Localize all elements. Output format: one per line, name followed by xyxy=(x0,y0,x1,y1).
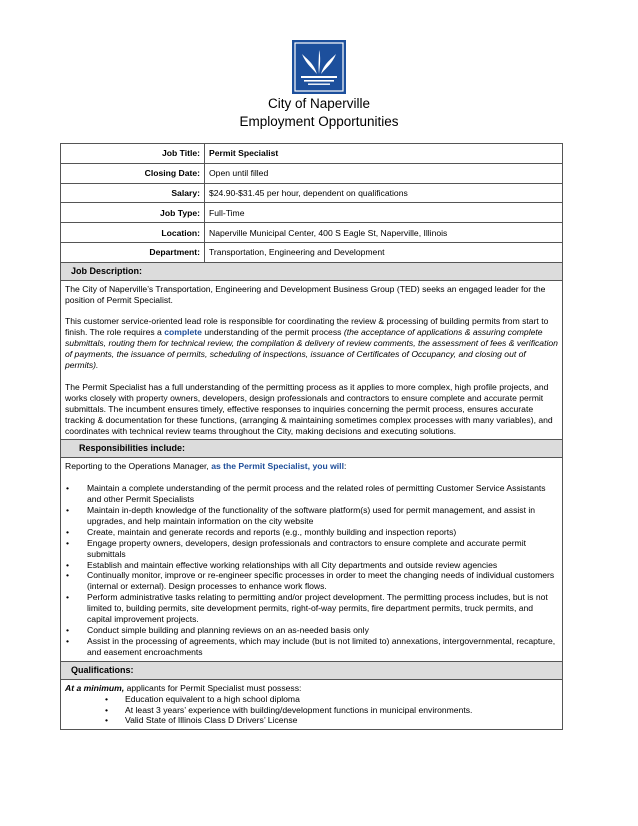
list-item: • Conduct simple building and planning reviews on an as-needed basis only xyxy=(65,625,558,636)
description-paragraph: This customer service-oriented lead role is responsible for coordinating the review & processing of building permits from start to finish. The role requires a complete understanding of the permit process (the acceptance of applications & assuring complete submittals, routing them for technical review, the compilation & delivery of review comments, the assessment of fees & verification of payments, the issuance of permits, scheduling of inspections, issuance of Certificates of Occupancy, and closing out of permits). xyxy=(65,316,558,371)
detail-label: Job Type: xyxy=(61,203,205,222)
list-item: • Establish and maintain effective working relationships with all City departments and outside review agencies xyxy=(65,560,558,571)
detail-row-salary xyxy=(61,184,562,204)
location-value: Naperville Municipal Center, 400 S Eagle St, Naperville, Illinois xyxy=(209,227,448,238)
job-posting xyxy=(60,143,563,730)
list-item: • At least 3 years’ experience with building/development functions in municipal environments. xyxy=(65,705,558,716)
city-name: City of Naperville xyxy=(267,96,371,111)
list-item: • Perform administrative tasks relating to permitting and/or project development. The permitting process includes, but is not limited to, building permits, site development permits, right-of-way permits, fire department permits, truck permits, and capital improvement projects. xyxy=(65,592,558,625)
qualifications-lead: At a minimum, applicants for Permit Specialist must possess: xyxy=(65,682,302,693)
qualifications-body xyxy=(61,680,562,730)
list-item: • Education equivalent to a high school diploma xyxy=(65,694,558,705)
detail-row-department xyxy=(61,243,562,263)
description-paragraph: The City of Naperville’s Transportation, Engineering and Development Business Group (TED) seeks an engaged leader for the position of Permit Specialist. xyxy=(65,283,546,305)
qualifications-list xyxy=(65,694,558,727)
job-type-value: Full-Time xyxy=(209,207,245,218)
job-description-heading: Job Description: xyxy=(61,263,562,281)
list-item: • Create, maintain and generate records and reports (e.g., monthly building and inspection reports) xyxy=(65,527,558,538)
qualifications-heading: Qualifications: xyxy=(61,662,562,680)
description-paragraph: The Permit Specialist has a full understanding of the permitting process as it applies to more complex, high profile projects, and works closely with property owners, developers, design professionals and contractors to ensure complete and accurate permit submittals. The incumbent ensures timely, effective responses to inquiries concerning the permit process, ensures accurate tracking & documentation for these functions, (arranging & maintaining sometimes complex processes with many variables), and coordinates with technical review teams throughout the City, making decisions and executing solutions. xyxy=(65,381,553,436)
department-value: Transportation, Engineering and Development xyxy=(209,247,385,258)
detail-label: Closing Date: xyxy=(61,164,205,183)
salary-value: $24.90-$31.45 per hour, dependent on qualifications xyxy=(209,187,408,198)
list-item: • Maintain in-depth knowledge of the functionality of the software platform(s) used for permit management, and assist in upgrades, and help maintain information on the city website xyxy=(65,505,558,527)
list-item: • Assist in the processing of agreements, which may include (but is not limited to) annexations, intergovernmental, recapture, and easement encroachments xyxy=(65,636,558,658)
list-item: • Engage property owners, developers, design professionals and contractors to ensure complete and accurate permit submittals xyxy=(65,538,558,560)
list-item: • Continually monitor, improve or re-engineer specific processes in order to meet the changing needs of individual customers (internal or external). Design processes to enhance work flows. xyxy=(65,570,558,592)
detail-label: Location: xyxy=(61,223,205,242)
job-description-body xyxy=(61,281,562,441)
detail-label: Department: xyxy=(61,243,205,262)
city-logo xyxy=(292,40,346,94)
list-item: • Maintain a complete understanding of the permit process and the related roles of permitting Customer Service Assistants and other Permit Specialists xyxy=(65,483,558,505)
responsibilities-heading: Responsibilities include: xyxy=(61,440,562,458)
detail-row-job-type xyxy=(61,203,562,223)
detail-label: Job Title: xyxy=(61,144,205,163)
list-item: • Valid State of Illinois Class D Drivers’ License xyxy=(65,715,558,726)
page-subtitle: Employment Opportunities xyxy=(239,114,399,129)
detail-row-location xyxy=(61,223,562,243)
responsibilities-list xyxy=(65,483,558,658)
closing-date-value: Open until filled xyxy=(209,168,269,179)
detail-row-closing-date xyxy=(61,164,562,184)
job-title-value: Permit Specialist xyxy=(209,148,279,159)
detail-row-job-title xyxy=(61,144,562,164)
responsibilities-lead: Reporting to the Operations Manager, as the Permit Specialist, you will: xyxy=(65,461,347,472)
detail-label: Salary: xyxy=(61,184,205,203)
responsibilities-body xyxy=(61,458,562,661)
